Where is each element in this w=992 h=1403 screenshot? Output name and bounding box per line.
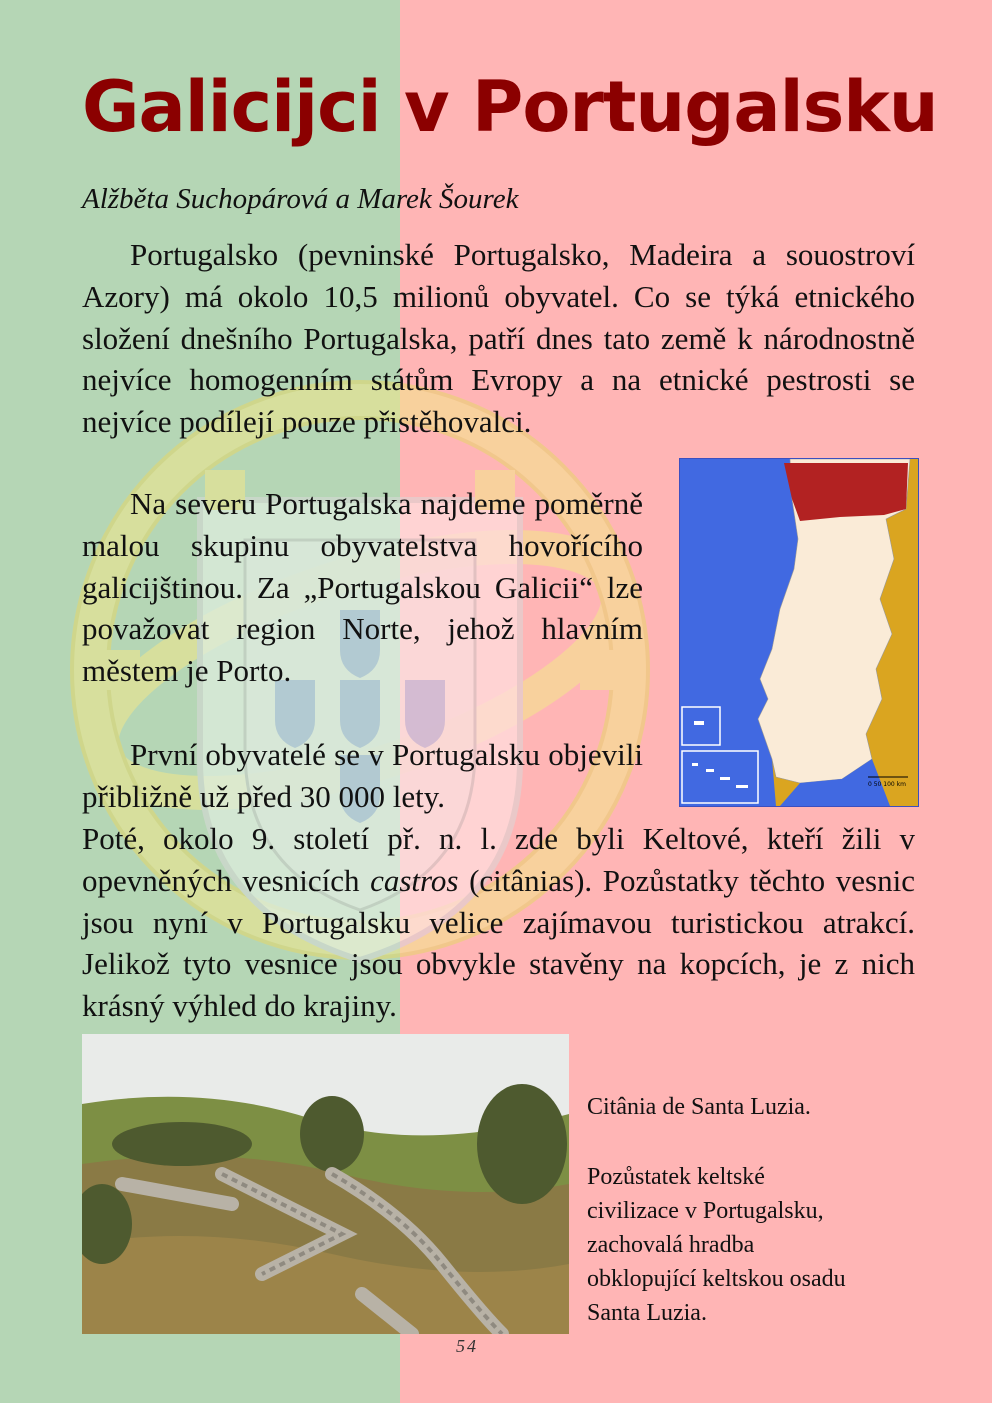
paragraph-intro-text: Portugalsko (pevninské Portugalsko, Madeira a souostroví Azory) má okolo 10,5 milionů obyvatel. Co se týká etnického složení dnešního Portugalska, patří dnes tato země k národnostně nejvíce homogenním státům Evropy a na etnické pestrosti se nejvíce podílejí pouze přistěhovalci. (82, 237, 915, 440)
citania-photo-graphic (82, 1034, 569, 1334)
paragraph-history-text-b: (citânias). Pozůstatky těchto vesnic jsou nyní v Portugalsku velice zajímavou turistickou atrakcí. Jelikož tyto vesnice jsou obvykle stavěny na kopcích, je z nich krásný výhled do krajiny. (82, 862, 915, 1024)
caption-line: civilizace v Portugalsku, (587, 1198, 824, 1224)
map-scale-label: 0 50 100 km (868, 781, 906, 788)
caption-line: Pozůstatek keltské (587, 1164, 765, 1190)
caption-line: zachovalá hradba (587, 1232, 755, 1258)
portugal-map-graphic (680, 459, 918, 806)
paragraph-history-start-text: První obyvatelé se v Portugalsku objevili přibližně už před 30 000 lety. (82, 737, 643, 814)
photo-caption-text (587, 1160, 846, 1330)
paragraph-galicia-text: Na severu Portugalska najdeme poměrně malou skupinu obyvatelstva hovořícího galicijštinou. Za „Portugalskou Galicii“ lze považovat region Norte, jehož hlavním městem je Porto. (82, 486, 643, 689)
paragraph-history-start (82, 734, 643, 818)
page-number: 54 (456, 1336, 478, 1356)
caption-line: obklopující keltskou osadu (587, 1266, 846, 1292)
castros-term: castros (370, 862, 459, 898)
authors: Alžběta Suchopárová a Marek Šourek (82, 183, 519, 215)
paragraph-history-text-a: Poté, okolo 9. století př. n. l. zde byli Keltové, kteří žili v opevněných vesnicích (82, 821, 915, 898)
photo-caption-title: Citânia de Santa Luzia. (587, 1094, 811, 1120)
caption-line: Santa Luzia. (587, 1300, 707, 1326)
paragraph-intro (82, 234, 915, 443)
portugal-map (679, 458, 919, 807)
page-title: Galicijci v Portugalsku (82, 66, 938, 148)
paragraph-history-cont (82, 818, 915, 1027)
citania-photo (82, 1034, 569, 1334)
paragraph-galicia (82, 483, 643, 692)
